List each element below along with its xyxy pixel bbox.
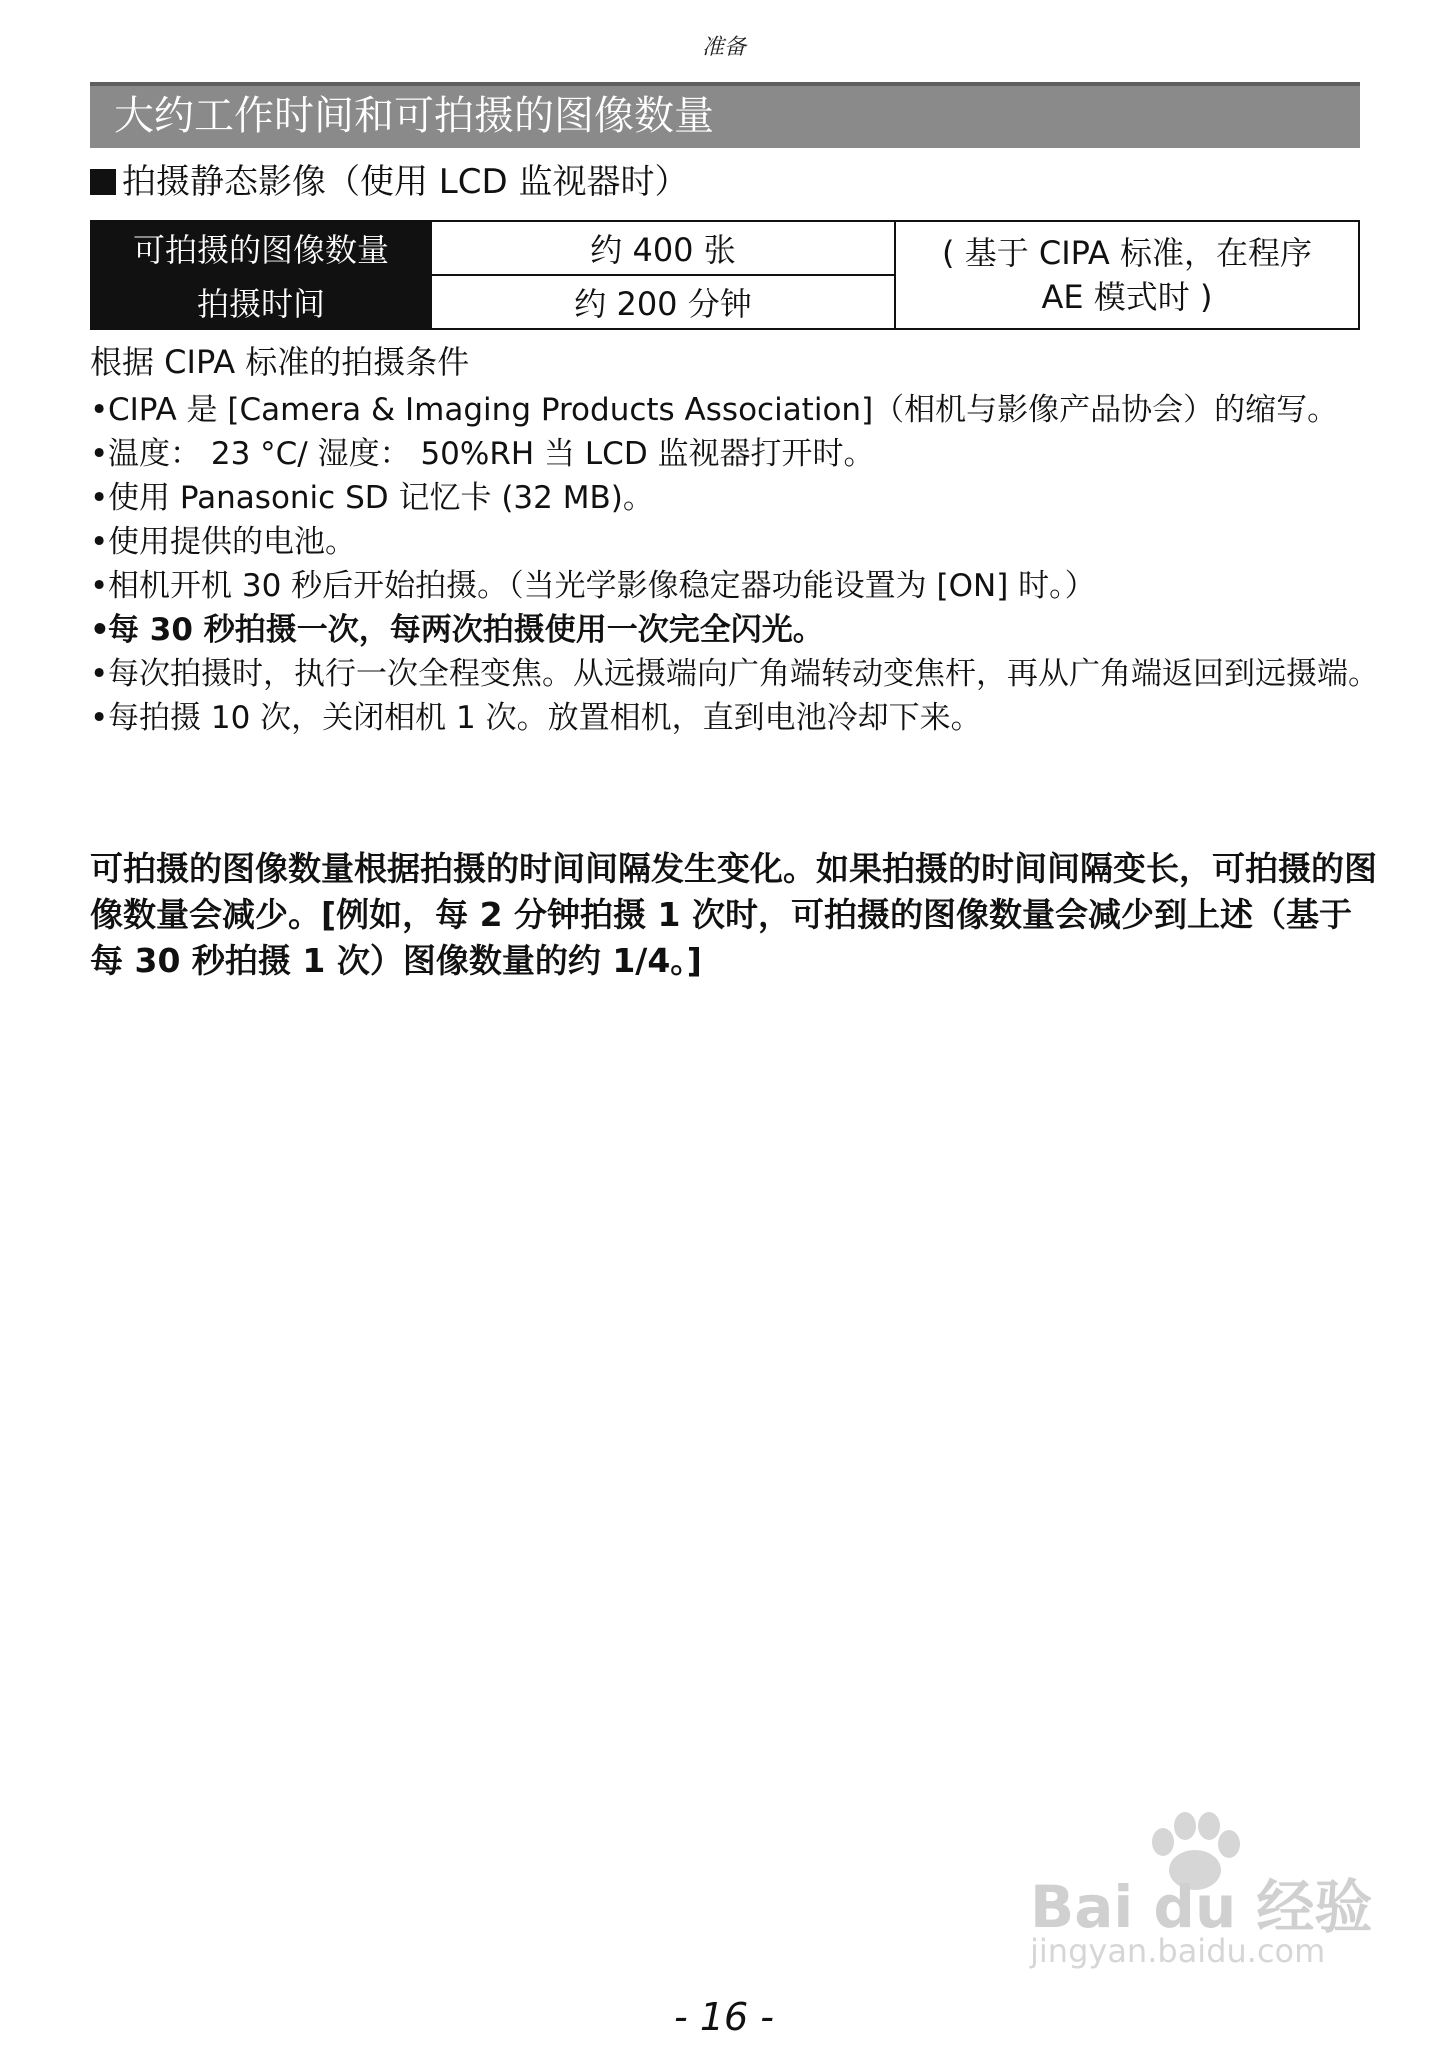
list-item: • 温度： 23 °C/ 湿度： 50%RH 当 LCD 监视器打开时。 [90, 432, 1380, 476]
watermark-site: jingyan.baidu.com [1030, 1932, 1326, 1970]
watermark-brand: Bai du 经验 [1030, 1873, 1373, 1941]
square-bullet-icon [90, 169, 116, 195]
page-number: - 16 - [674, 1995, 774, 2039]
list-item: • CIPA 是 [Camera & Imaging Products Association]（相机与影像产品协会）的缩写。 [90, 388, 1380, 432]
cipa-note-line2: AE 模式时 ) [1041, 278, 1213, 316]
list-item: • 使用提供的电池。 [90, 520, 1380, 564]
spec-table [90, 220, 1360, 330]
running-header: 准备 [701, 35, 746, 60]
cipa-note [895, 221, 1359, 329]
row-value-shooting-time: 约 200 分钟 [431, 275, 895, 329]
list-item: • 每 30 秒拍摄一次，每两次拍摄使用一次完全闪光。 [90, 608, 1380, 652]
table-row [91, 221, 1359, 275]
row-label-shooting-time: 拍摄时间 [91, 275, 431, 329]
list-item: • 相机开机 30 秒后开始拍摄。（当光学影像稳定器功能设置为 [ON] 时。） [90, 564, 1380, 608]
list-item: • 使用 Panasonic SD 记忆卡 (32 MB)。 [90, 476, 1380, 520]
list-item: • 每次拍摄时，执行一次全程变焦。从远摄端向广角端转动变焦杆，再从广角端返回到远摄端。 [90, 652, 1380, 696]
conditions-list [90, 388, 1380, 740]
summary-paragraph: 可拍摄的图像数量根据拍摄的时间间隔发生变化。如果拍摄的时间间隔变长，可拍摄的图像数量会减少。[例如，每 2 分钟拍摄 1 次时，可拍摄的图像数量会减少到上述（基于每 30 秒拍摄 1 次）图像数量的约 1/4。] [90, 849, 1377, 980]
row-value-image-count: 约 400 张 [431, 221, 895, 275]
subsection-title-text: 拍摄静态影像（使用 LCD 监视器时） [122, 162, 689, 202]
conditions-title: 根据 CIPA 标准的拍摄条件 [90, 343, 470, 381]
subsection-title [90, 158, 688, 206]
section-title: 大约工作时间和可拍摄的图像数量 [90, 82, 1360, 148]
row-label-image-count: 可拍摄的图像数量 [91, 221, 431, 275]
list-item: • 每拍摄 10 次，关闭相机 1 次。放置相机，直到电池冷却下来。 [90, 696, 1380, 740]
cipa-note-line1: ( 基于 CIPA 标准，在程序 [942, 234, 1312, 272]
